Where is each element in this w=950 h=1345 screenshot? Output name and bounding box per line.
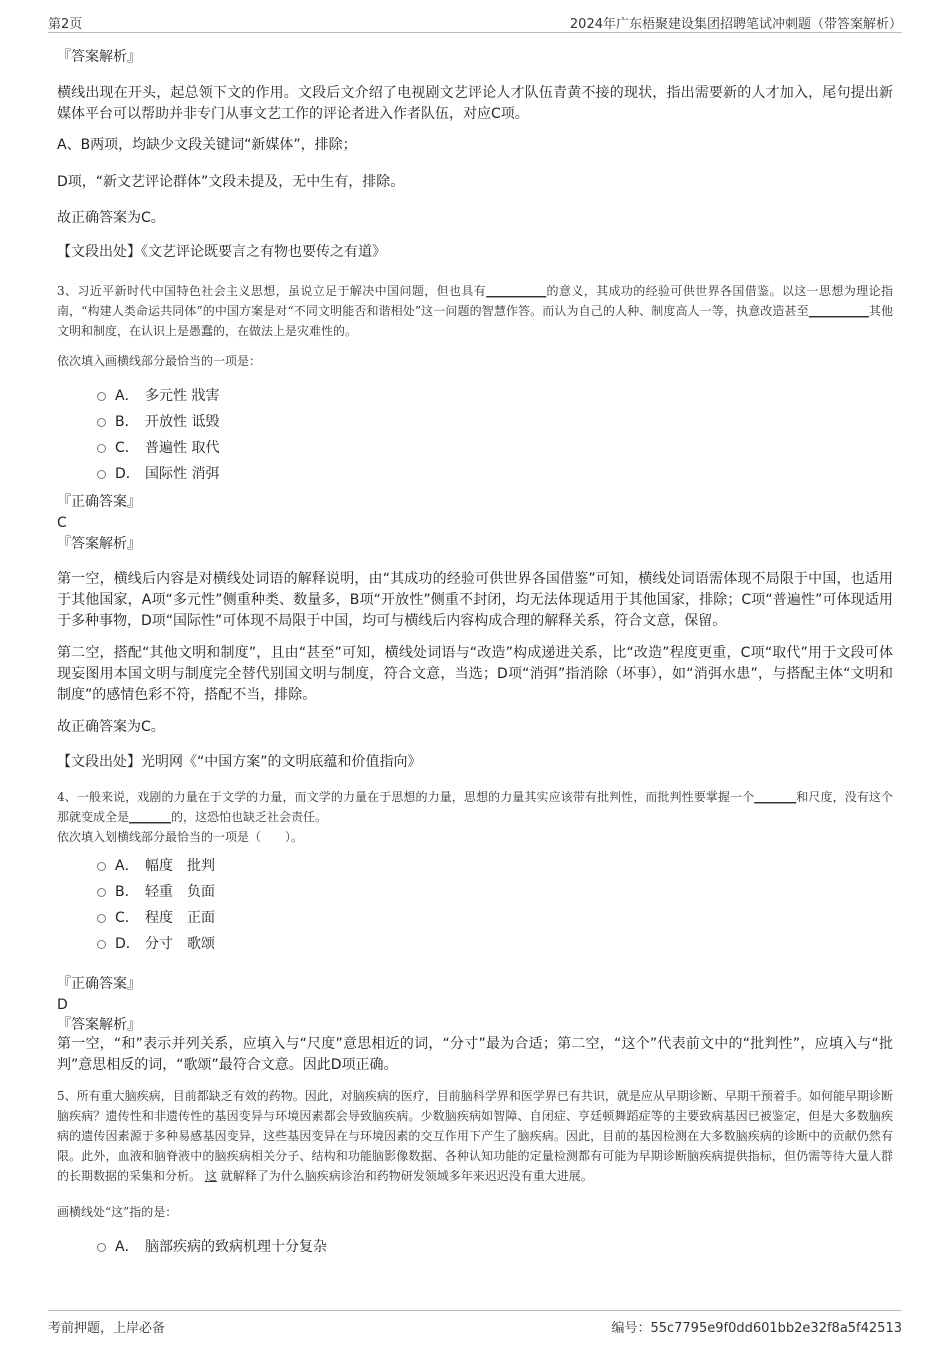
document-title: 2024年广东梧聚建设集团招聘笔试冲刺题（带答案解析） (569, 17, 902, 32)
q3-analysis-label: 『答案解析』 (57, 536, 141, 552)
q3-source: 【文段出处】光明网《“中国方案”的文明底蕴和价值指向》 (57, 754, 422, 770)
q5-prompt: 画横线处“这”指的是： (57, 1205, 178, 1219)
q2-source: 【文段出处】《文艺评论既要言之有物也要传之有道》 (57, 244, 386, 260)
q4-blank-1: _______ (754, 790, 797, 804)
q4-analysis-label: 『答案解析』 (57, 1017, 141, 1033)
q3-analysis-p1: 第一空，横线后内容是对横线处词语的解释说明，由“其成功的经验可供世界各国借鉴”可知，横线处词语需体现不局限于中国，也适用于其他国家，A项“多元性”侧重种类、数量多，B项“开放性”侧重不封闭，均无法体现适用于其他国家，排除；C项“普遍性”可体现适用于多种事物，D项“国际性”可体现不局限于中国，均可与横线后内容构成合理的解释关系，符合文意，保留。 (57, 571, 893, 629)
document-content (57, 44, 893, 1260)
q3-analysis-p3: 故正确答案为C。 (57, 719, 165, 735)
page-header (48, 10, 902, 33)
radio-icon[interactable] (97, 888, 106, 897)
radio-icon[interactable] (97, 418, 106, 427)
footer-slogan: 考前押题，上岸必备 (48, 1321, 166, 1336)
q3-correct-label: 『正确答案』 (57, 494, 141, 510)
q3-option-b[interactable]: B． 开放性 诋毁 (97, 409, 893, 435)
q3-correct-answer: C (57, 515, 67, 531)
q4-stem: 4、一般来说，戏剧的力量在于文学的力量，而文学的力量在于思想的力量，思想的力量其实应该带有批判性，而批判性要掌握一个_______和尺度，没有这个那就变成全是_______的，这恐怕也缺乏社会责任。 (57, 790, 893, 824)
q3-option-a[interactable]: A． 多元性 戕害 (97, 383, 893, 409)
q4-correct-label: 『正确答案』 (57, 976, 141, 992)
q4-option-b[interactable]: B． 轻重 负面 (97, 879, 893, 905)
q3-prompt: 依次填入画横线部分最恰当的一项是： (57, 354, 262, 368)
q3-blank-1: __________ (486, 284, 547, 298)
q2-analysis-p2: A、B两项，均缺少文段关键词“新媒体”，排除； (57, 137, 357, 153)
q3-option-c[interactable]: C． 普遍性 取代 (97, 435, 893, 461)
q2-analysis-p3: D项，“新文艺评论群体”文段未提及，无中生有，排除。 (57, 174, 405, 190)
q3-option-d[interactable]: D． 国际性 消弭 (97, 461, 893, 487)
q2-analysis-p4: 故正确答案为C。 (57, 210, 165, 226)
document-code: 编号：55c7795e9f0dd601bb2e32f8a5f42513 (611, 1321, 902, 1336)
q5-underlined-word: 这 (204, 1169, 217, 1183)
q5-option-a[interactable]: A． 脑部疾病的致病机理十分复杂 (97, 1234, 893, 1260)
q2-analysis-label: 『答案解析』 (57, 49, 141, 65)
q4-analysis-p1: 第一空，“和”表示并列关系，应填入与“尺度”意思相近的词，“分寸”最为合适；第二空，“这个”代表前文中的“批判性”，应填入与“批判”意思相反的词，“歌颂”最符合文意。因此D项正确。 (57, 1036, 893, 1073)
q3-options (97, 383, 893, 487)
radio-icon[interactable] (97, 914, 106, 923)
q5-stem: 5、所有重大脑疾病，目前都缺乏有效的药物。因此，对脑疾病的医疗，目前脑科学界和医学界已有共识，就是应从早期诊断、早期干预着手。如何能早期诊断脑疾病？遗传性和非遗传性的基因变异与环境因素都会导致脑疾病。少数脑疾病如智障、自闭症、亨廷顿舞蹈症等的主要致病基因已被鉴定，但是大多数脑疾病的遗传因素源于多种易感基因变异，这些基因变异在与环境因素的交互作用下产生了脑疾病。因此，目前的基因检测在大多数脑疾病的诊断中的贡献仍然有限。此外，血液和脑脊液中的脑疾病相关分子、结构和功能脑影像数据、各种认知功能的定量检测都有可能为早期诊断脑疾病提供指标，但仍需等待大量人群的长期数据的采集和分析。 这 就解释了为什么脑疾病诊治和药物研发领域多年来迟迟没有重大进展。 (57, 1089, 893, 1183)
radio-icon[interactable] (97, 862, 106, 871)
radio-icon[interactable] (97, 392, 106, 401)
radio-icon[interactable] (97, 470, 106, 479)
radio-icon[interactable] (97, 940, 106, 949)
q3-stem: 3、习近平新时代中国特色社会主义思想，虽说立足于解决中国问题，但也具有__________的意义，其成功的经验可供世界各国借鉴。以这一思想为理论指南，“构建人类命运共同体”的中国方案是对“不同文明能否和谐相处”这一问题的智慧作答。而认为自己的人种、制度高人一等，执意改造甚至__________其他文明和制度，在认识上是愚蠢的，在做法上是灾难性的。 (57, 284, 893, 338)
q3-blank-2: __________ (808, 304, 869, 318)
q5-options (97, 1234, 893, 1260)
q4-option-a[interactable]: A． 幅度 批判 (97, 853, 893, 879)
radio-icon[interactable] (97, 444, 106, 453)
q4-options (97, 853, 893, 957)
q4-option-c[interactable]: C． 程度 正面 (97, 905, 893, 931)
q4-option-d[interactable]: D． 分寸 歌颂 (97, 931, 893, 957)
q4-blank-2: _______ (129, 810, 172, 824)
q4-correct-answer: D (57, 997, 68, 1013)
page-number: 第2页 (48, 17, 83, 32)
page-footer (48, 1310, 902, 1337)
q4-prompt: 依次填入划横线部分最恰当的一项是（ ）。 (57, 830, 304, 844)
q2-analysis-p1: 横线出现在开头，起总领下文的作用。文段后文介绍了电视剧文艺评论人才队伍青黄不接的现状，指出需要新的人才加入，尾句提出新媒体平台可以帮助并非专门从事文艺工作的评论者进入作者队伍，对应C项。 (57, 85, 893, 122)
q3-analysis-p2: 第二空，搭配“其他文明和制度”，且由“甚至”可知，横线处词语与“改造”构成递进关系，比“改造”程度更重，C项“取代”用于文段可体现妄图用本国文明与制度完全替代别国文明与制度，符合文意，当选；D项“消弭”指消除（坏事），如“消弭水患”，与搭配主体“文明和制度”的感情色彩不符，搭配不当，排除。 (57, 645, 893, 703)
radio-icon[interactable] (97, 1243, 106, 1252)
